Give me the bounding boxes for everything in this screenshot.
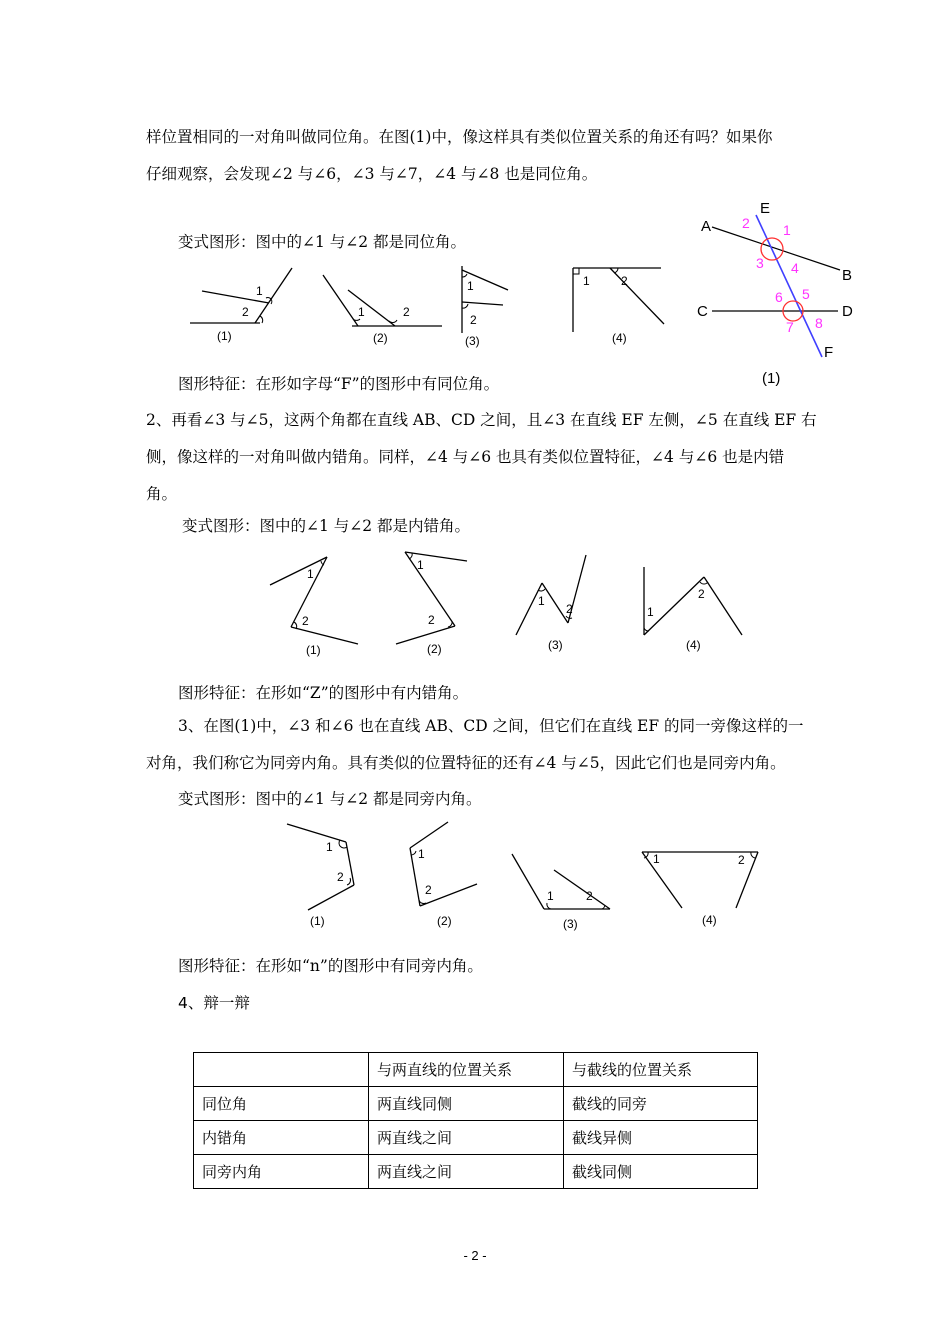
main-figure — [690, 196, 870, 391]
figure-caption: (2) — [373, 331, 388, 345]
table-row — [194, 1155, 758, 1189]
paragraph-line: 角。 — [146, 485, 178, 503]
table-header-row — [194, 1053, 758, 1087]
section1-intro: 变式图形：图中的∠1 与∠2 都是同位角。 — [178, 233, 467, 251]
angle-label: 7 — [786, 319, 794, 335]
section2-feature: 图形特征：在形如“Z”的图形中有内错角。 — [178, 684, 469, 702]
paragraph-line: 3、在图(1)中，∠3 和∠6 也在直线 AB、CD 之间，但它们在直线 EF 的同一旁像这样的一 — [178, 717, 804, 735]
angle-label: 3 — [756, 255, 764, 271]
angle-label: 6 — [775, 289, 783, 305]
angle-label: 2 — [586, 889, 593, 903]
angle-label: 2 — [566, 602, 573, 616]
angle-label: 2 — [428, 613, 435, 627]
page-number: - 2 - — [463, 1248, 487, 1263]
angle-label: 1 — [326, 840, 333, 854]
angle-label: 1 — [417, 558, 424, 572]
figure-caption: (3) — [548, 638, 563, 652]
angle-label: 2 — [337, 870, 344, 884]
angle-label: 1 — [307, 567, 314, 581]
figure-caption: (2) — [427, 642, 442, 656]
figure-caption: (2) — [437, 914, 452, 928]
line-label: C — [697, 303, 708, 320]
line-label: A — [701, 218, 712, 235]
interior-variants — [280, 818, 770, 933]
angle-label: 1 — [647, 605, 654, 619]
angle-label: 2 — [742, 215, 750, 231]
figure-caption: (4) — [612, 331, 627, 345]
table-cell: 两直线之间 — [369, 1155, 564, 1189]
angle-label: 2 — [302, 614, 309, 628]
angle-label: 2 — [698, 587, 705, 601]
angle-label: 1 — [256, 284, 263, 298]
table-row — [194, 1121, 758, 1155]
table-cell: 截线同侧 — [564, 1155, 758, 1189]
angle-label: 2 — [738, 853, 745, 867]
alternate-variants — [260, 545, 760, 660]
table-header-cell: 与两直线的位置关系 — [369, 1053, 564, 1087]
section3-feature: 图形特征：在形如“n”的图形中有同旁内角。 — [178, 957, 483, 975]
angle-label: 1 — [783, 222, 791, 238]
figure-caption: (3) — [465, 334, 480, 348]
paragraph-line: 侧，像这样的一对角叫做内错角。同样，∠4 与∠6 也具有类似位置特征，∠4 与∠6 也是内错 — [146, 448, 785, 466]
line-label: D — [842, 303, 853, 320]
angle-label: 2 — [621, 274, 628, 288]
section4-heading: 4、辩一辩 — [178, 994, 250, 1012]
table-cell: 两直线同侧 — [369, 1087, 564, 1121]
angle-label: 1 — [653, 852, 660, 866]
paragraph-line: 对角，我们称它为同旁内角。具有类似的位置特征的还有∠4 与∠5，因此它们也是同旁内角。 — [146, 754, 786, 772]
table-cell: 内错角 — [194, 1121, 369, 1155]
comparison-table — [193, 1052, 758, 1189]
angle-label: 1 — [547, 889, 554, 903]
angle-label: 2 — [425, 883, 432, 897]
table-row — [194, 1087, 758, 1121]
figure-caption: (4) — [686, 638, 701, 652]
angle-label: 8 — [815, 315, 823, 331]
table-cell: 两直线之间 — [369, 1121, 564, 1155]
figure-caption: (4) — [702, 913, 717, 927]
table-header-cell — [194, 1053, 369, 1087]
table-cell: 截线的同旁 — [564, 1087, 758, 1121]
section2-intro: 变式图形：图中的∠1 与∠2 都是内错角。 — [182, 517, 471, 535]
line-label: B — [842, 267, 853, 284]
table-cell: 截线异侧 — [564, 1121, 758, 1155]
angle-label: 4 — [791, 260, 799, 276]
angle-label: 1 — [538, 594, 545, 608]
angle-label: 2 — [403, 305, 410, 319]
section1-feature: 图形特征：在形如字母“F”的图形中有同位角。 — [178, 375, 500, 393]
line-label: F — [824, 344, 834, 361]
paragraph-line: 2、再看∠3 与∠5，这两个角都在直线 AB、CD 之间，且∠3 在直线 EF 左侧，∠5 在直线 EF 右 — [146, 411, 817, 429]
figure-caption: (1) — [217, 329, 232, 343]
angle-label: 1 — [418, 847, 425, 861]
section3-intro: 变式图形：图中的∠1 与∠2 都是同旁内角。 — [178, 790, 482, 808]
figure-caption: (3) — [563, 917, 578, 931]
angle-label: 2 — [470, 313, 477, 327]
paragraph-line: 仔细观察，会发现∠2 与∠6，∠3 与∠7，∠4 与∠8 也是同位角。 — [146, 165, 598, 183]
figure-caption: (1) — [310, 914, 325, 928]
angle-label: 5 — [802, 286, 810, 302]
table-header-cell: 与截线的位置关系 — [564, 1053, 758, 1087]
angle-label: 1 — [358, 305, 365, 319]
line-ab — [712, 227, 840, 270]
figure-caption: (1) — [762, 370, 781, 387]
angle-label: 1 — [583, 274, 590, 288]
angle-label: 2 — [242, 305, 249, 319]
table-cell: 同旁内角 — [194, 1155, 369, 1189]
paragraph-line: 样位置相同的一对角叫做同位角。在图(1)中，像这样具有类似位置关系的角还有吗？如果你 — [146, 128, 773, 146]
figure-caption: (1) — [306, 643, 321, 657]
line-label: E — [760, 200, 771, 217]
corresponding-variants — [180, 260, 680, 360]
angle-label: 1 — [467, 279, 474, 293]
table-cell: 同位角 — [194, 1087, 369, 1121]
